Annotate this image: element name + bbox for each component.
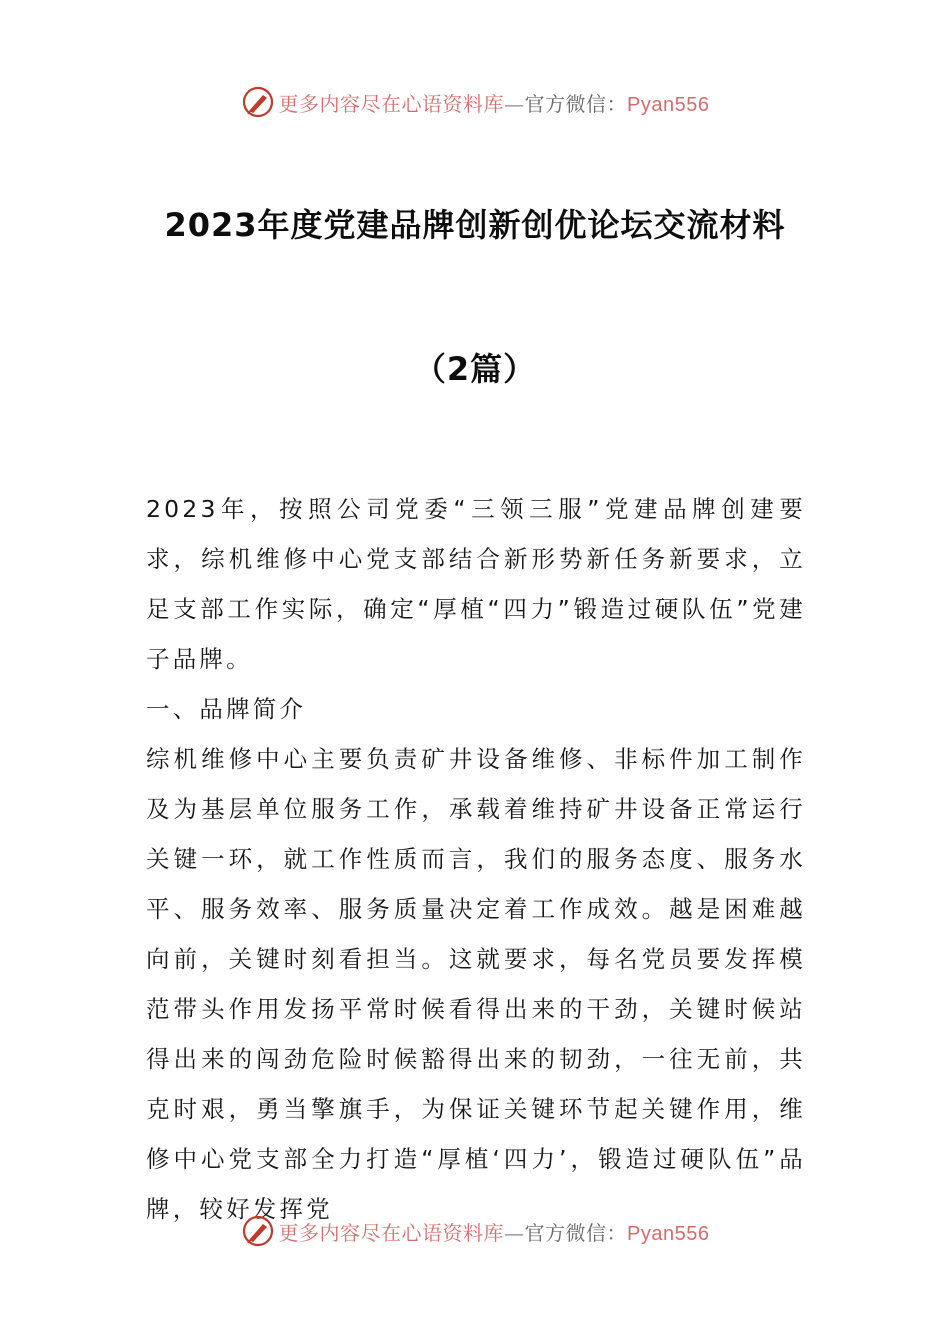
watermark-separator: —	[504, 91, 525, 116]
footer-watermark	[0, 1213, 950, 1249]
watermark-separator: —	[504, 1220, 525, 1245]
document-title: 2023年度党建品牌创新创优论坛交流材料	[164, 206, 786, 244]
section-heading: 一、品牌简介	[146, 695, 307, 723]
watermark-text	[279, 1217, 710, 1246]
watermark-official: 官方微信：	[524, 91, 628, 116]
pen-circle-logo-icon	[241, 85, 275, 119]
watermark-main: 更多内容尽在心语资料库	[278, 1220, 505, 1245]
paragraph-intro: 2023年，按照公司党委“三领三服”党建品牌创建要求，综机维修中心党支部结合新形势新任务新要求，立足支部工作实际，确定“厚植“四力”锻造过硬队伍”党建子品牌。	[146, 495, 806, 673]
watermark-official: 官方微信：	[524, 1220, 628, 1245]
paragraph-brand-intro: 综机维修中心主要负责矿井设备维修、非标件加工制作及为基层单位服务工作，承载着维持矿井设备正常运行关键一环，就工作性质而言，我们的服务态度、服务水平、服务效率、服务质量决定着工作成效。越是困难越向前，关键时刻看担当。这就要求，每名党员要发挥模范带头作用发扬平常时候看得出来的干劲，关键时候站得出来的闯劲危险时候豁得出来的韧劲，一往无前，共克时艰，勇当擎旗手，为保证关键环节起关键作用，维修中心党支部全力打造“厚植‘四力’，锻造过硬队伍”品牌，较好发挥党	[146, 745, 806, 1223]
document-body	[146, 484, 806, 1234]
pen-circle-logo-icon	[241, 1214, 275, 1248]
header-watermark	[0, 84, 950, 120]
watermark-text	[279, 88, 710, 117]
watermark-main: 更多内容尽在心语资料库	[278, 91, 505, 116]
document-subtitle: （2篇）	[413, 350, 537, 388]
watermark-wechat-id: Pyan556	[627, 1222, 710, 1245]
watermark-wechat-id: Pyan556	[627, 93, 710, 116]
